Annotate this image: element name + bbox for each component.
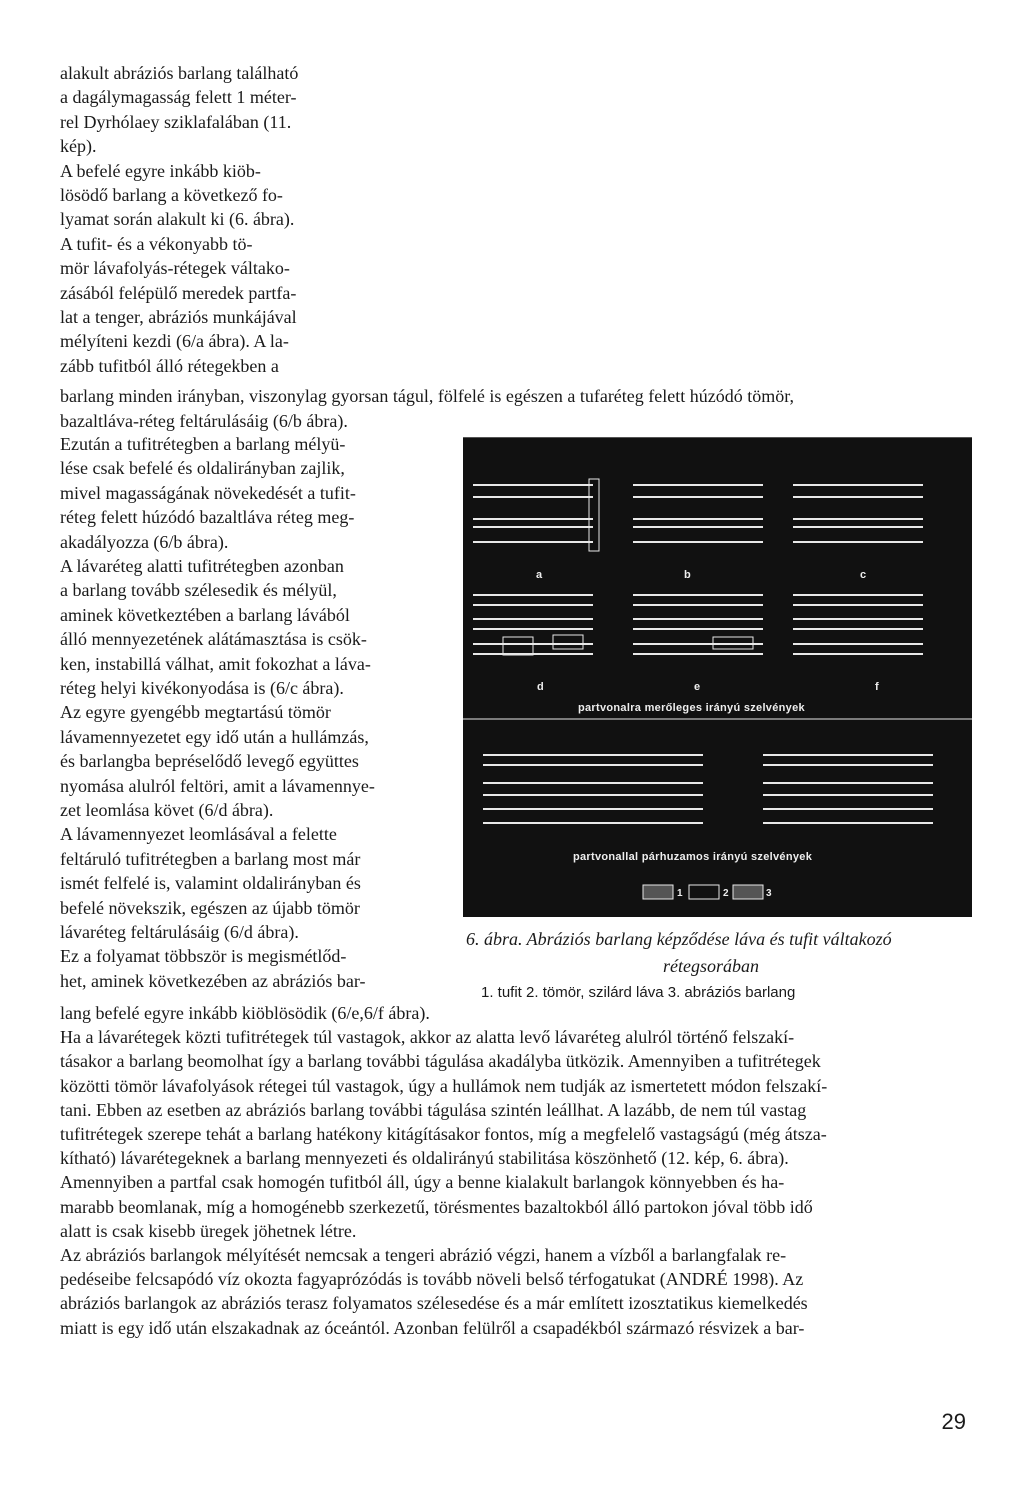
- full2-line: Ha a lávarétegek közti tufitrétegek túl vastagok, akkor az alatta levő lávaréteg alulról történő felszakí-: [60, 1027, 795, 1048]
- full2-line: pedéseibe felcsapódó víz okozta fagyaprózódás is tovább növeli belső térfogatukat (ANDRÉ 1998). Az: [60, 1269, 804, 1290]
- colTop-line: lyamat során alakult ki (6. ábra).: [60, 209, 295, 230]
- col2-line: mivel magasságának növekedését a tufit-: [60, 482, 356, 503]
- full2-line: kítható) lávarétegeknek a barlang mennyezeti és oldalirányú stabilitása köszönhető (12. kép, 6. ábra).: [60, 1148, 789, 1169]
- section-parallel-label: partvonallal párhuzamos irányú szelvények: [573, 851, 813, 863]
- colTop-line: alakult abráziós barlang található: [60, 63, 299, 83]
- col2-line: ken, instabillá válhat, amit fokozhat a láva-: [60, 653, 371, 674]
- full1-line: bazaltláva-réteg feltárulásáig (6/b ábra).: [60, 410, 348, 431]
- full2-line: Az abráziós barlangok mélyítését nemcsak a tengeri abrázió végzi, hanem a vízből a barlangfalak re-: [60, 1245, 787, 1265]
- legend-box-tufit: [643, 885, 673, 899]
- legend-box-cave: [733, 885, 763, 899]
- col2-line: és barlangba bepréselődő levegő együttes: [60, 751, 359, 772]
- colTop-line: a dagálymagasság felett 1 méter-: [60, 87, 297, 108]
- full1-line: barlang minden irányban, viszonylag gyorsan tágul, fölfelé is egészen a tufaréteg felett húzódó tömör,: [60, 386, 795, 406]
- full2-line: abráziós barlangok az abráziós terasz folyamatos szélesedése és a már említett izosztatikus kiemelkedés: [60, 1293, 808, 1314]
- full2-line: alatt is csak kisebb üregek jöhetnek létre.: [60, 1220, 357, 1241]
- figure-6: [463, 437, 972, 917]
- figure-top-rule: [463, 437, 972, 438]
- col2-line: réteg helyi kivékonyodása is (6/c ábra).: [60, 678, 344, 698]
- colTop-line: A tufit- és a vékonyabb tö-: [60, 233, 253, 254]
- full2-line: közötti tömör lávafolyások rétegei túl vastagok, úgy a hullámok nem tudják az ismertetett módon felszakí-: [60, 1075, 828, 1096]
- colTop-line: zább tufitból álló rétegekben a: [60, 355, 279, 376]
- col2-line: lávamennyezetet egy idő után a hullámzás,: [60, 726, 369, 747]
- colTop-line: mör lávafolyás-rétegek váltako-: [60, 258, 290, 279]
- figure-caption-line1: 6. ábra. Abráziós barlang képződése láva és tufit váltakozó: [466, 929, 892, 949]
- colTop-line: rel Dyrhólaey sziklafalában (11.: [60, 111, 292, 132]
- full2-line: tani. Ebben az esetben az abráziós barlang további tágulása szintén leállhat. A lazább, de nem túl vastag: [60, 1099, 807, 1120]
- col2-line: akadályozza (6/b ábra).: [60, 531, 229, 552]
- panel-label-c: c: [860, 569, 867, 581]
- col2-line: Ez a folyamat többször is megismétlőd-: [60, 946, 347, 967]
- col2-line: aminek következtében a barlang lávából: [60, 604, 350, 625]
- col2-line: lávaréteg feltárulásáig (6/d ábra).: [60, 922, 299, 942]
- panel-label-d: d: [537, 681, 544, 693]
- full2-line: Amennyiben a partfal csak homogén tufitból áll, úgy a benne kialakult barlangok könnyebben és ha-: [60, 1172, 785, 1193]
- legend-box-lava: [689, 885, 719, 899]
- page-number: 29: [941, 1409, 966, 1434]
- dotted-tufit: [589, 479, 599, 551]
- col2-line: feltáruló tufitrétegben a barlang most már: [60, 848, 361, 869]
- figure-6-drawing: [463, 437, 972, 917]
- legend-num-1: 1: [677, 888, 683, 899]
- panel-label-a: a: [536, 569, 543, 581]
- col2-line: befelé növekszik, egészen az újabb tömör: [60, 897, 360, 918]
- cave-hatch: [503, 637, 533, 655]
- col2-line: A lávamennyezet leomlásával a felette: [60, 824, 337, 845]
- full2-line: lang befelé egyre inkább kiöblösödik (6/e,6/f ábra).: [60, 1003, 430, 1023]
- full2-line: marabb beomlanak, míg a homogénebb szerkezetű, törésmentes bazaltokból álló partokon jóval több idő: [60, 1196, 813, 1217]
- colTop-line: A befelé egyre inkább kiöb-: [60, 160, 261, 181]
- colTop-line: lösödő barlang a következő fo-: [60, 185, 283, 205]
- section-perpendicular-label: partvonalra merőleges irányú szelvények: [578, 702, 805, 714]
- col2-line: ismét felfelé is, valamint oldalirányban és: [60, 873, 361, 894]
- col2-line: réteg felett húzódó bazaltláva réteg meg-: [60, 507, 355, 528]
- colTop-line: lat a tenger, abráziós munkájával: [60, 307, 297, 327]
- col2-line: Az egyre gyengébb megtartású tömör: [60, 702, 331, 723]
- panel-label-e: e: [694, 681, 701, 693]
- full2-line: tásakor a barlang beomolhat így a barlang további tágulása akadályba ütközik. Amennyiben a tufitrétegek: [60, 1051, 821, 1072]
- figure-legend-text: 1. tufit 2. tömör, szilárd láva 3. abráziós barlang: [481, 984, 796, 1001]
- col2-line: álló mennyezetének alátámasztása is csök-: [60, 629, 367, 650]
- col2-line: Ezután a tufitrétegben a barlang mélyü-: [60, 434, 346, 454]
- legend-num-3: 3: [766, 888, 772, 899]
- legend-num-2: 2: [723, 888, 729, 899]
- col2-line: zet leomlása követ (6/d ábra).: [60, 800, 274, 820]
- panel-label-b: b: [684, 569, 691, 581]
- full2-line: miatt is egy idő után elszakadnak az óceántól. Azonban felülről a csapadékból származó résvizek a bar-: [60, 1317, 805, 1338]
- col2-line: a barlang tovább szélesedik és mélyül,: [60, 580, 337, 601]
- full2-line: tufitrétegek szerepe tehát a barlang hatékony kitágításakor fontos, míg a megfelelő vastagságú (még átsza-: [60, 1124, 827, 1144]
- col2-line: A lávaréteg alatti tufitrétegben azonban: [60, 556, 344, 576]
- colTop-line: mélyíteni kezdi (6/a ábra). A la-: [60, 331, 289, 352]
- colTop-line: kép).: [60, 136, 97, 157]
- col2-line: het, aminek következében az abráziós bar-: [60, 970, 366, 991]
- colTop-line: zásából felépülő meredek partfa-: [60, 282, 297, 303]
- col2-line: nyomása alulról feltöri, amit a lávamennye-: [60, 775, 375, 796]
- cave-outline: [553, 635, 583, 649]
- panel-label-f: f: [875, 681, 879, 693]
- col2-line: lése csak befelé és oldalirányban zajlik,: [60, 458, 345, 479]
- figure-caption-line2: rétegsorában: [663, 956, 759, 976]
